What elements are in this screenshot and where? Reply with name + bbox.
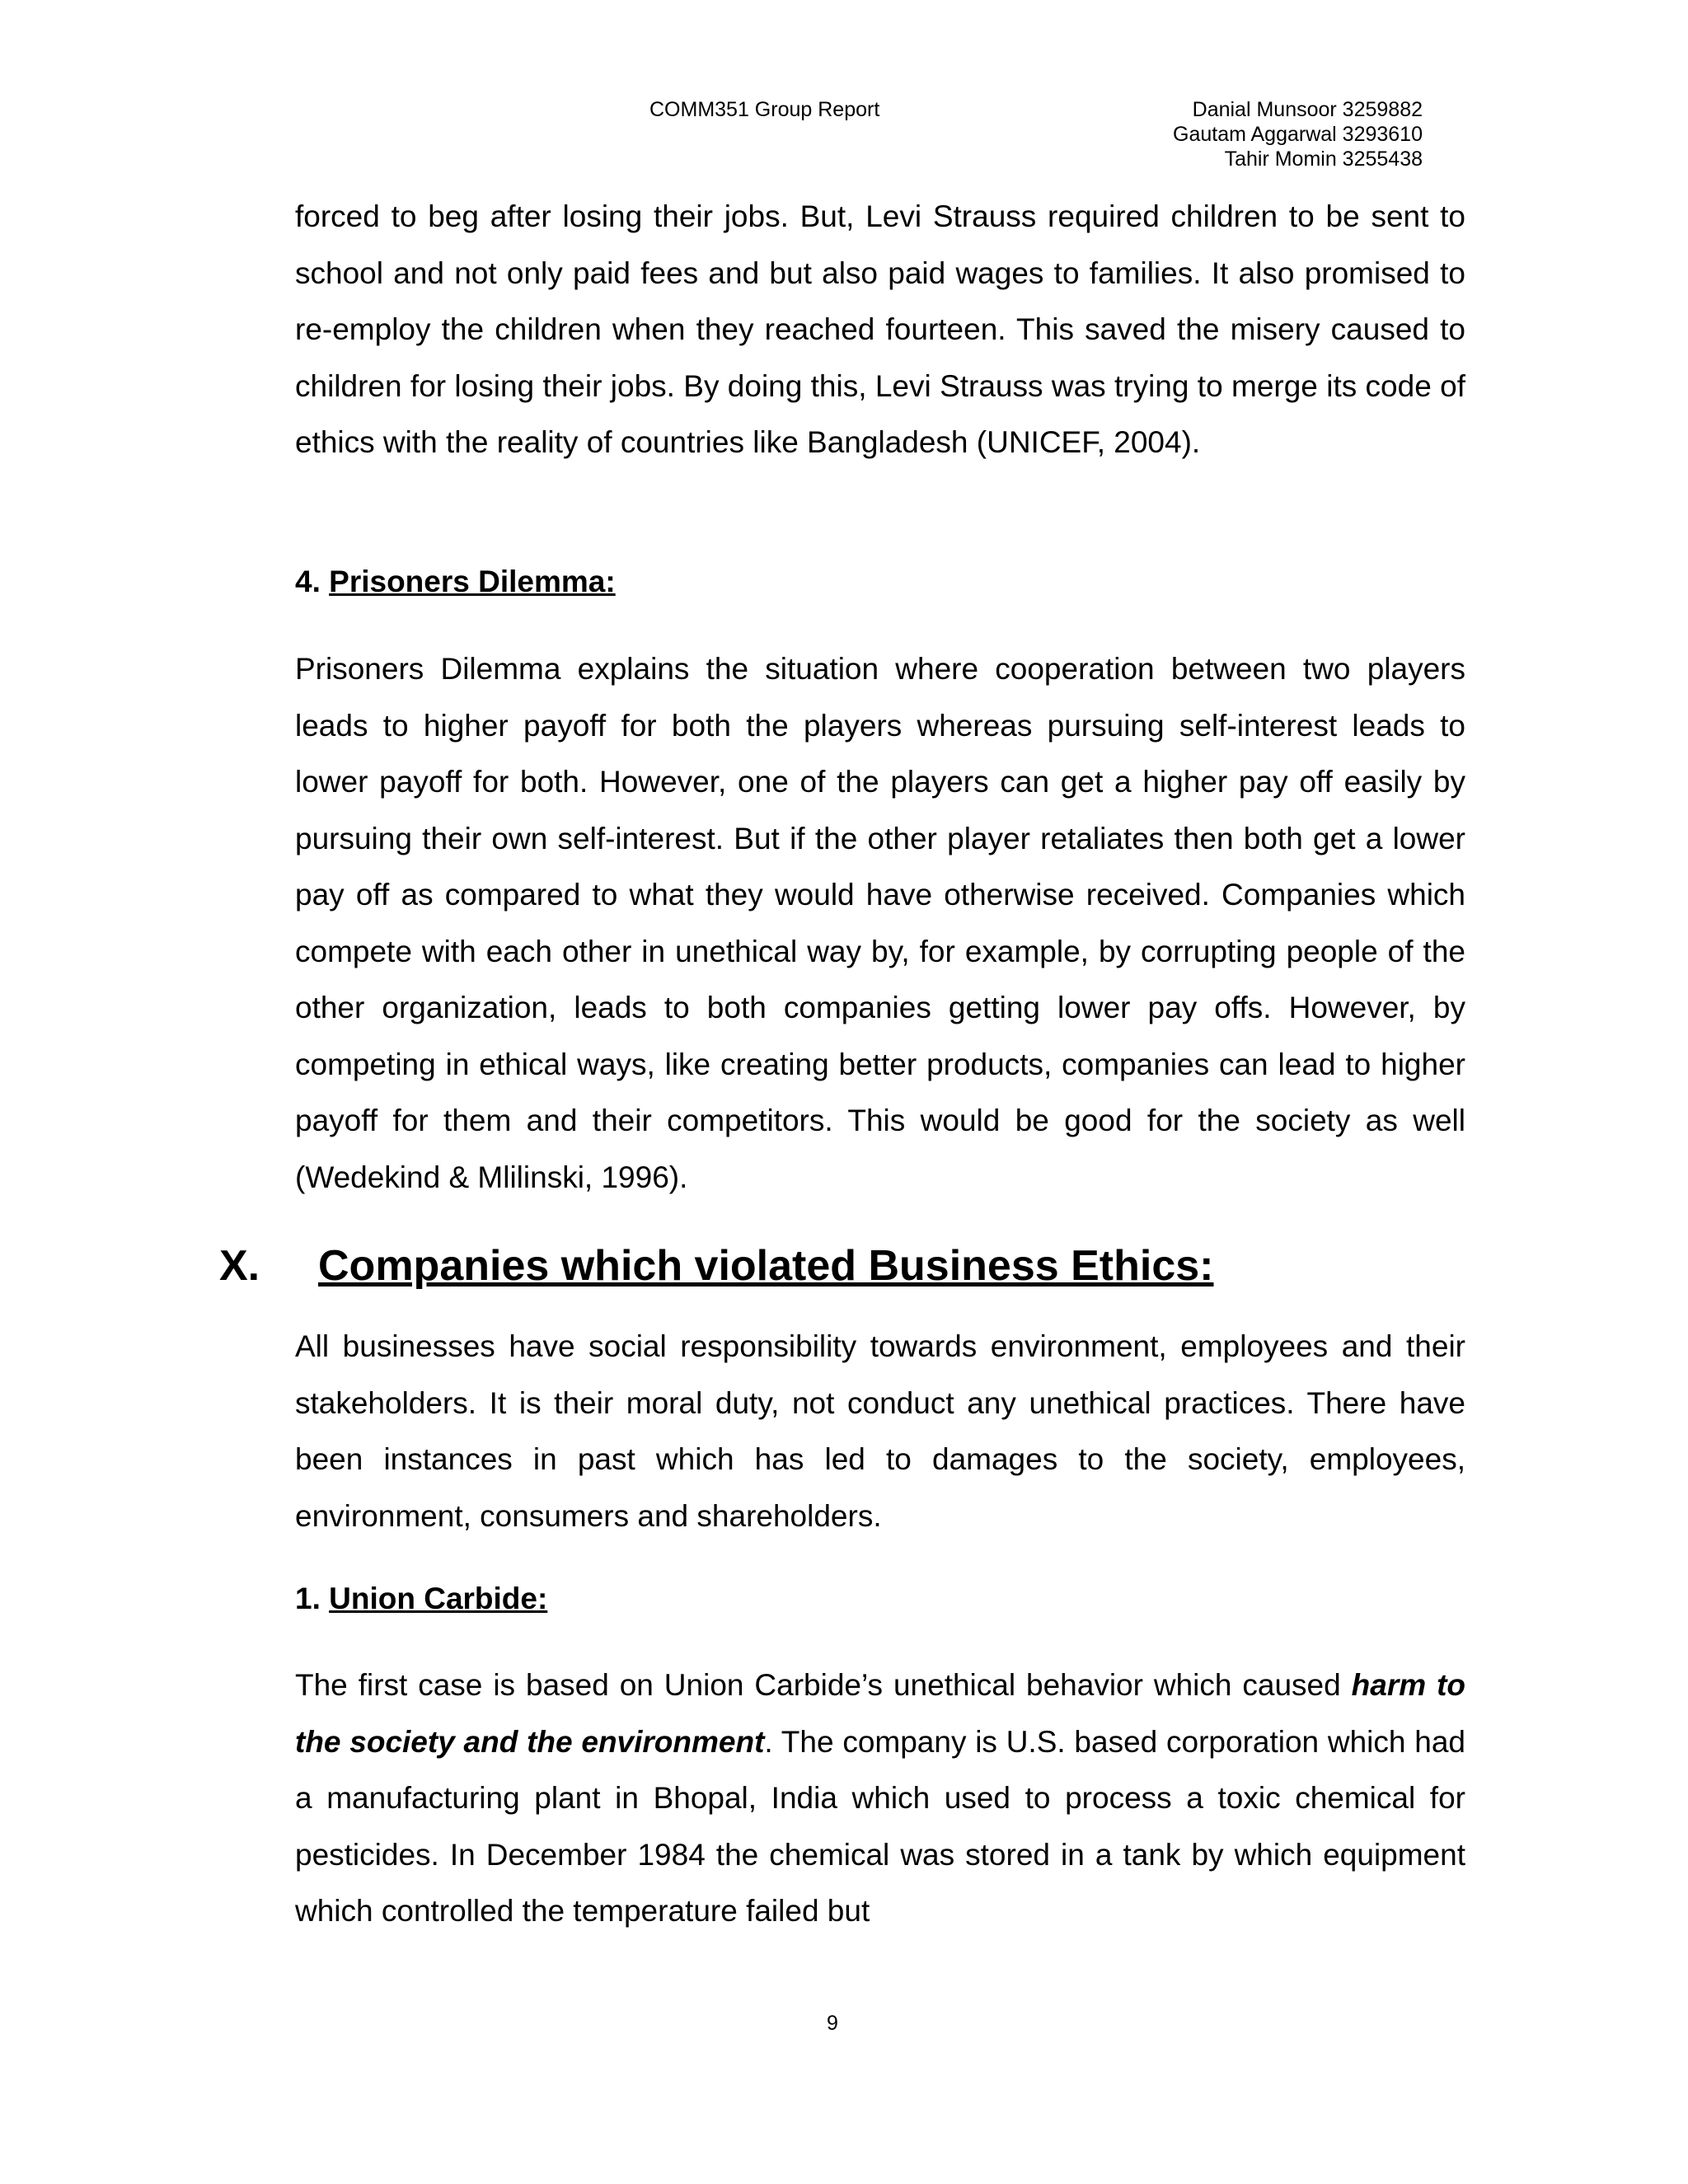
violated-intro-paragraph-block <box>295 1319 1465 1544</box>
union-carbide-emphasis: harm to the society and the environment <box>295 1668 1465 1759</box>
union-carbide-heading <box>295 1581 547 1617</box>
section-heading <box>219 1241 1214 1291</box>
author-line: Danial Munsoor 3259882 <box>1192 98 1423 121</box>
author-line: Gautam Aggarwal 3293610 <box>1173 123 1423 146</box>
author-list <box>1173 97 1423 171</box>
subheading-title: Prisoners Dilemma: <box>329 565 616 598</box>
report-title: COMM351 Group Report <box>649 98 880 121</box>
subheading-number: 4. <box>295 565 321 598</box>
author-line: Tahir Momin 3255438 <box>1224 148 1423 171</box>
section-number: X. <box>219 1242 260 1290</box>
prisoners-dilemma-paragraph: Prisoners Dilemma explains the situation where cooperation between two players leads to higher payoff for both the players whereas pursuing self-interest leads to lower payoff for both. However, one of the players can get a higher pay off easily by pursuing their own self-interest. But if the other player retaliates then both get a lower pay off as compared to what they would have otherwise received. Companies which compete with each other in unethical way by, for example, by corrupting people of the other organization, leads to both companies getting lower pay offs. However, by competing in ethical ways, like creating better products, companies can lead to higher payoff for them and their competitors. This would be good for the society as well (Wedekind & Mlilinski, 1996). <box>295 652 1465 1194</box>
prisoners-dilemma-heading <box>295 564 616 600</box>
prisoners-dilemma-paragraph-block <box>295 641 1465 1206</box>
levi-strauss-paragraph-block <box>295 189 1465 471</box>
subheading-title: Union Carbide: <box>329 1582 548 1615</box>
violated-intro-paragraph: All businesses have social responsibility towards environment, employees and their stakeholders. It is their moral duty, not conduct any unethical practices. There have been instances in past which has led to damages to the society, employees, environment, consumers and shareholders. <box>295 1329 1465 1533</box>
union-carbide-text-rest: . The company is U.S. based corporation which had a manufacturing plant in Bhopal, India which used to process a toxic chemical for pesticides. In December 1984 the chemical was stored in a tank by which equipment which controlled the temperature failed but <box>295 1724 1465 1928</box>
levi-strauss-paragraph: forced to beg after losing their jobs. But, Levi Strauss required children to be sent to school and not only paid fees and but also paid wages to families. It also promised to re-employ the children when they reached fourteen. This saved the misery caused to children for losing their jobs. By doing this, Levi Strauss was trying to merge its code of ethics with the reality of countries like Bangladesh (UNICEF, 2004). <box>295 199 1465 459</box>
union-carbide-paragraph-block <box>295 1657 1465 1940</box>
section-title: Companies which violated Business Ethics: <box>318 1242 1214 1290</box>
union-carbide-paragraph <box>295 1657 1465 1940</box>
union-carbide-text-start: The first case is based on Union Carbide’s unethical behavior which caused <box>295 1668 1341 1702</box>
subheading-number: 1. <box>295 1582 321 1615</box>
page-number: 9 <box>827 2012 838 2035</box>
